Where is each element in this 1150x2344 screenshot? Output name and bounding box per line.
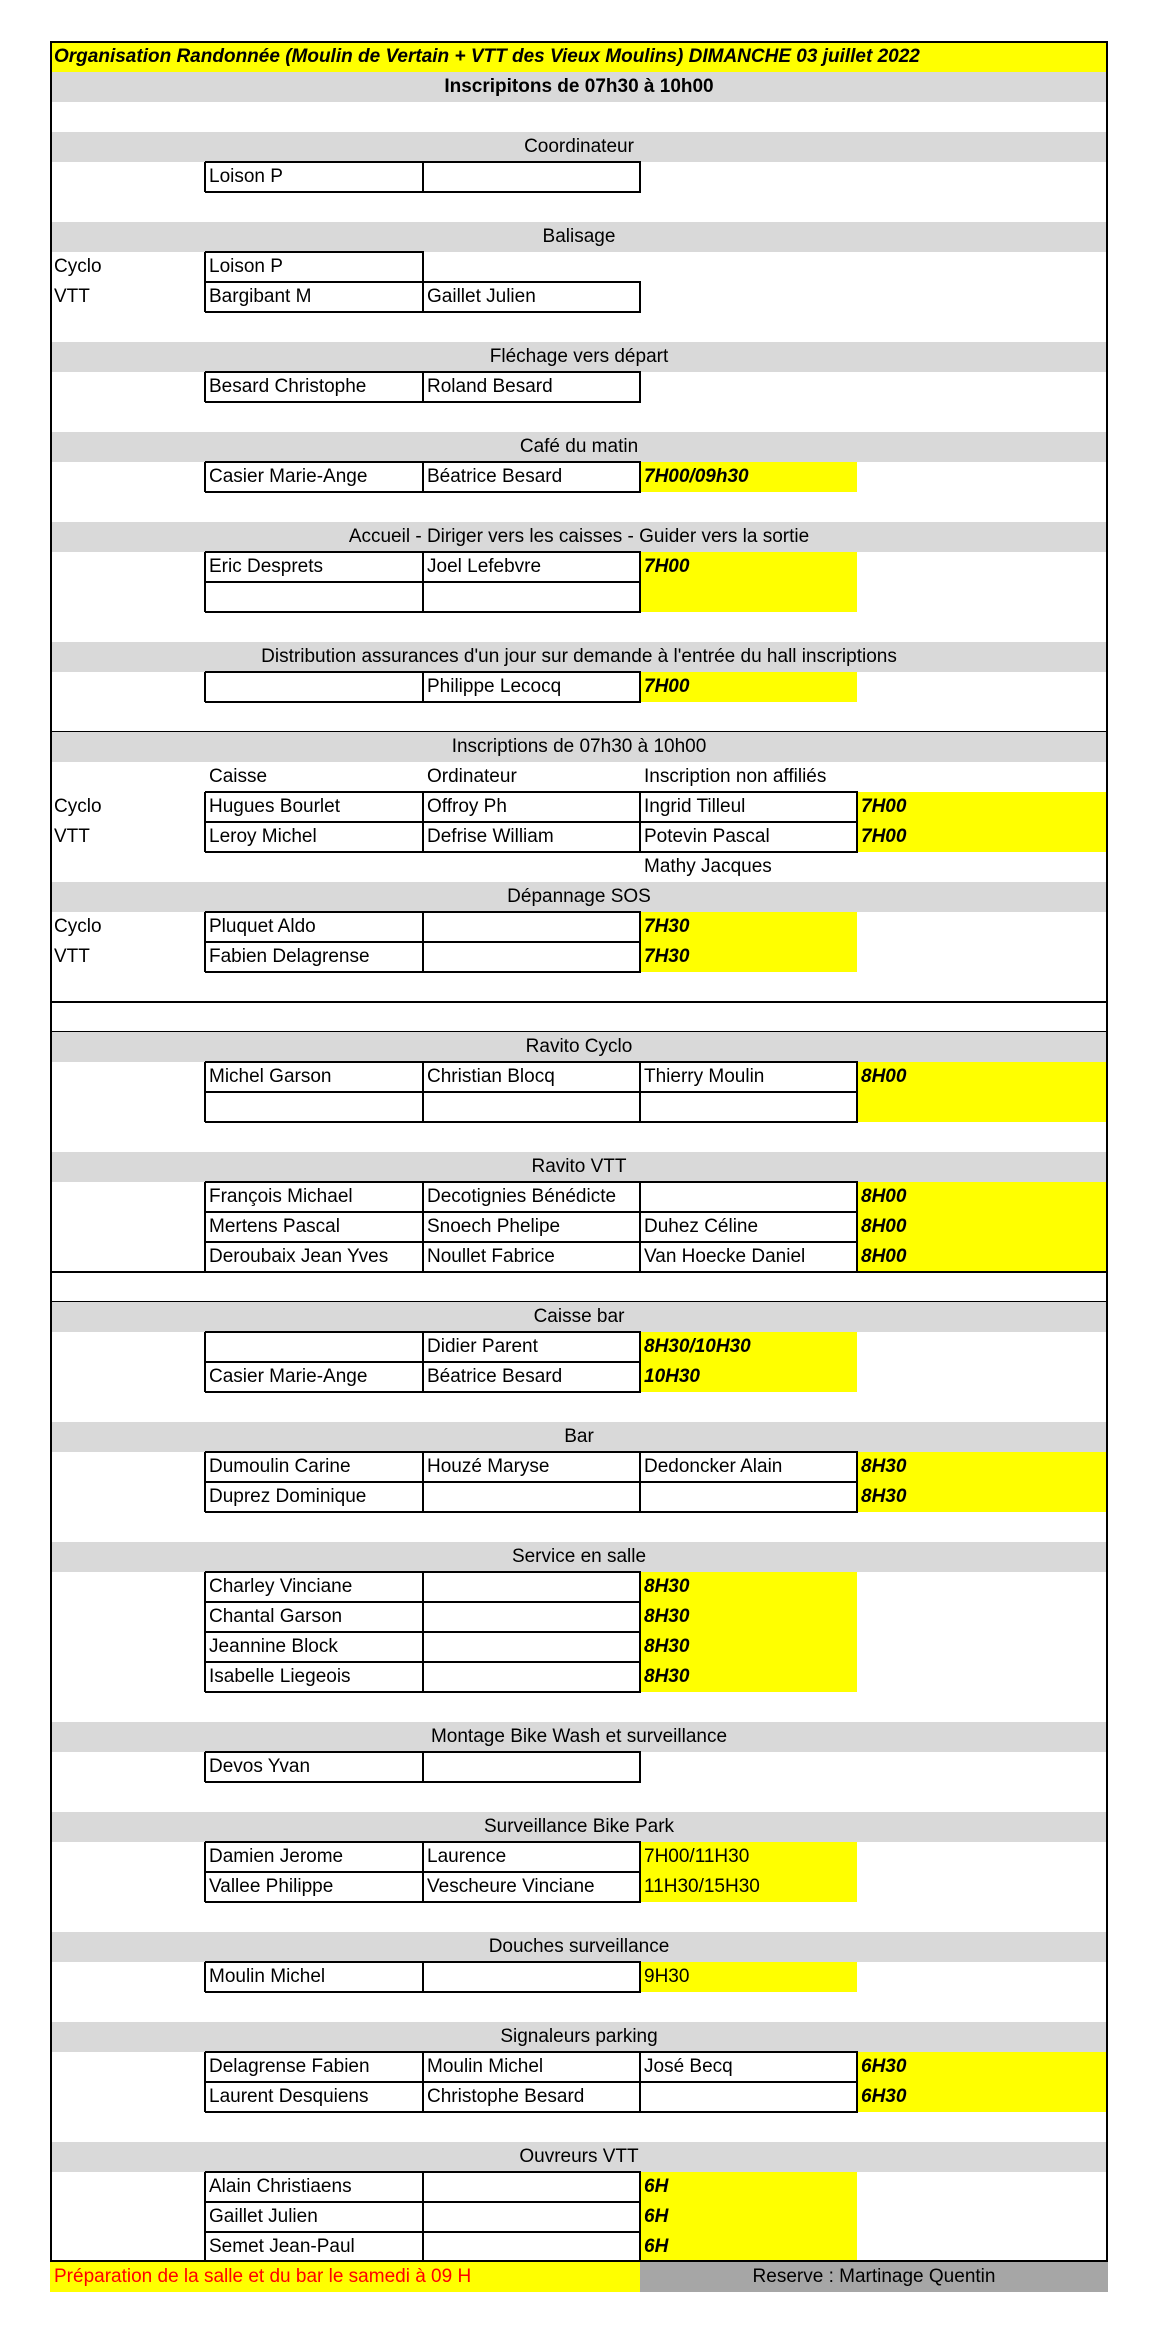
- inscriptions-header: Caisse: [209, 766, 268, 787]
- assurances-title: Distribution assurances d'un jour sur demande à l'entrée du hall inscriptions: [261, 646, 897, 667]
- service-time: 8H30: [644, 1666, 690, 1687]
- bike-park-time: 7H00/11H30: [644, 1846, 750, 1867]
- cafe-name: Casier Marie-Ange: [209, 466, 368, 487]
- ouvreurs-time: 6H: [644, 2206, 669, 2227]
- accueil-name: Eric Desprets: [209, 556, 324, 577]
- signaleurs-name: Delagrense Fabien: [209, 2056, 370, 2077]
- caisse-bar-name: Béatrice Besard: [427, 1366, 563, 1387]
- inscriptions-extra: Mathy Jacques: [644, 856, 772, 877]
- inscriptions-time: 7H00: [861, 826, 907, 847]
- cafe-time: 7H00/09h30: [644, 466, 749, 487]
- service-title: Service en salle: [511, 1546, 647, 1567]
- ravito-vtt-title: Ravito VTT: [531, 1156, 627, 1177]
- depannage-name: Pluquet Aldo: [209, 916, 316, 937]
- bike-park-name: Vescheure Vinciane: [427, 1876, 595, 1897]
- inscriptions-type: VTT: [54, 826, 90, 847]
- caisse-bar-name: Didier Parent: [427, 1336, 538, 1357]
- ravito-cyclo-name: Christian Blocq: [427, 1066, 555, 1087]
- bike-park-time: 11H30/15H30: [644, 1876, 760, 1897]
- ravito-vtt-name: François Michael: [209, 1186, 353, 1207]
- inscriptions-non-affilies: Potevin Pascal: [644, 826, 770, 847]
- ouvreurs-time: 6H: [644, 2236, 669, 2257]
- signaleurs-name: José Becq: [644, 2056, 733, 2077]
- ravito-vtt-name: Van Hoecke Daniel: [644, 1246, 806, 1267]
- service-name: Jeannine Block: [209, 1636, 338, 1657]
- bar-name: Dumoulin Carine: [209, 1456, 351, 1477]
- depannage-title: Dépannage SOS: [507, 886, 651, 907]
- coordinateur-name: Loison P: [209, 166, 283, 187]
- ravito-cyclo-title: Ravito Cyclo: [525, 1036, 633, 1057]
- balisage-name: Loison P: [209, 256, 283, 277]
- bike-park-name: Damien Jerome: [209, 1846, 344, 1867]
- document-title: Organisation Randonnée (Moulin de Vertain + VTT des Vieux Moulins) DIMANCHE 03 juillet 2022: [54, 46, 920, 67]
- ouvreurs-name: Semet Jean-Paul: [209, 2236, 355, 2257]
- depannage-name: Fabien Delagrense: [209, 946, 370, 967]
- inscriptions-type: Cyclo: [54, 796, 102, 817]
- balisage-name: Bargibant M: [209, 286, 312, 307]
- ravito-vtt-name: Duhez Céline: [644, 1216, 759, 1237]
- depannage-time: 7H30: [644, 946, 690, 967]
- ravito-cyclo-name: Thierry Moulin: [644, 1066, 765, 1087]
- document-subtitle: Inscripitons de 07h30 à 10h00: [444, 76, 714, 97]
- inscriptions-caisse: Hugues Bourlet: [209, 796, 340, 817]
- balisage-title: Balisage: [542, 226, 616, 247]
- douches-title: Douches surveillance: [488, 1936, 670, 1957]
- service-time: 8H30: [644, 1636, 690, 1657]
- ouvreurs-name: Gaillet Julien: [209, 2206, 318, 2227]
- ravito-vtt-name: Snoech Phelipe: [427, 1216, 561, 1237]
- inscriptions-time: 7H00: [861, 796, 907, 817]
- balisage-name: Gaillet Julien: [427, 286, 536, 307]
- balisage-type: Cyclo: [54, 256, 102, 277]
- douches-name: Moulin Michel: [209, 1966, 326, 1987]
- service-name: Chantal Garson: [209, 1606, 343, 1627]
- bar-time: 8H30: [861, 1456, 907, 1477]
- signaleurs-name: Laurent Desquiens: [209, 2086, 369, 2107]
- bar-name: Dedoncker Alain: [644, 1456, 783, 1477]
- service-name: Charley Vinciane: [209, 1576, 353, 1597]
- flechage-name: Besard Christophe: [209, 376, 367, 397]
- depannage-type: VTT: [54, 946, 90, 967]
- caisse-bar-title: Caisse bar: [533, 1306, 625, 1327]
- bike-wash-name: Devos Yvan: [209, 1756, 311, 1777]
- ravito-vtt-time: 8H00: [861, 1246, 907, 1267]
- footer-preparation: Préparation de la salle et du bar le samedi à 09 H: [54, 2266, 472, 2287]
- flechage-title: Fléchage vers départ: [489, 346, 669, 367]
- inscriptions-title: Inscriptions de 07h30 à 10h00: [451, 736, 707, 757]
- ravito-cyclo-time: 8H00: [861, 1066, 907, 1087]
- bar-name: Houzé Maryse: [427, 1456, 550, 1477]
- ravito-vtt-time: 8H00: [861, 1186, 907, 1207]
- coordinateur-title: Coordinateur: [524, 136, 634, 157]
- douches-time: 9H30: [644, 1966, 690, 1987]
- service-time: 8H30: [644, 1576, 690, 1597]
- bike-park-name: Laurence: [427, 1846, 507, 1867]
- inscriptions-ordinateur: Defrise William: [427, 826, 554, 847]
- ravito-vtt-name: Decotignies Bénédicte: [427, 1186, 617, 1207]
- depannage-type: Cyclo: [54, 916, 102, 937]
- caisse-bar-time: 10H30: [644, 1366, 700, 1387]
- bar-title: Bar: [564, 1426, 594, 1447]
- inscriptions-caisse: Leroy Michel: [209, 826, 317, 847]
- inscriptions-non-affilies: Ingrid Tilleul: [644, 796, 746, 817]
- service-name: Isabelle Liegeois: [209, 1666, 351, 1687]
- cafe-name: Béatrice Besard: [427, 466, 563, 487]
- ravito-cyclo-name: Michel Garson: [209, 1066, 332, 1087]
- assurances-name: Philippe Lecocq: [427, 676, 562, 697]
- footer-reserve: Reserve : Martinage Quentin: [752, 2266, 996, 2287]
- caisse-bar-time: 8H30/10H30: [644, 1336, 751, 1357]
- signaleurs-name: Christophe Besard: [427, 2086, 585, 2107]
- inscriptions-header: Inscription non affiliés: [644, 766, 827, 787]
- ravito-vtt-time: 8H00: [861, 1216, 907, 1237]
- accueil-time: 7H00: [644, 556, 690, 577]
- balisage-type: VTT: [54, 286, 90, 307]
- signaleurs-title: Signaleurs parking: [500, 2026, 658, 2047]
- ravito-vtt-name: Noullet Fabrice: [427, 1246, 555, 1267]
- ouvreurs-name: Alain Christiaens: [209, 2176, 352, 2197]
- ouvreurs-title: Ouvreurs VTT: [519, 2146, 639, 2167]
- inscriptions-ordinateur: Offroy Ph: [427, 796, 507, 817]
- bike-park-title: Surveillance Bike Park: [483, 1816, 675, 1837]
- signaleurs-time: 6H30: [861, 2056, 907, 2077]
- accueil-name: Joel Lefebvre: [427, 556, 542, 577]
- sheet-frame: [50, 41, 1108, 2262]
- bike-park-name: Vallee Philippe: [209, 1876, 334, 1897]
- signaleurs-time: 6H30: [861, 2086, 907, 2107]
- cafe-title: Café du matin: [519, 436, 639, 457]
- assurances-time: 7H00: [644, 676, 690, 697]
- ravito-vtt-name: Deroubaix Jean Yves: [209, 1246, 389, 1267]
- flechage-name: Roland Besard: [427, 376, 553, 397]
- service-time: 8H30: [644, 1606, 690, 1627]
- caisse-bar-name: Casier Marie-Ange: [209, 1366, 368, 1387]
- bike-wash-title: Montage Bike Wash et surveillance: [430, 1726, 728, 1747]
- depannage-time: 7H30: [644, 916, 690, 937]
- bar-name: Duprez Dominique: [209, 1486, 367, 1507]
- signaleurs-name: Moulin Michel: [427, 2056, 544, 2077]
- ravito-vtt-name: Mertens Pascal: [209, 1216, 340, 1237]
- ouvreurs-time: 6H: [644, 2176, 669, 2197]
- bar-time: 8H30: [861, 1486, 907, 1507]
- accueil-title: Accueil - Diriger vers les caisses - Guider vers la sortie: [348, 526, 810, 547]
- inscriptions-header: Ordinateur: [427, 766, 517, 787]
